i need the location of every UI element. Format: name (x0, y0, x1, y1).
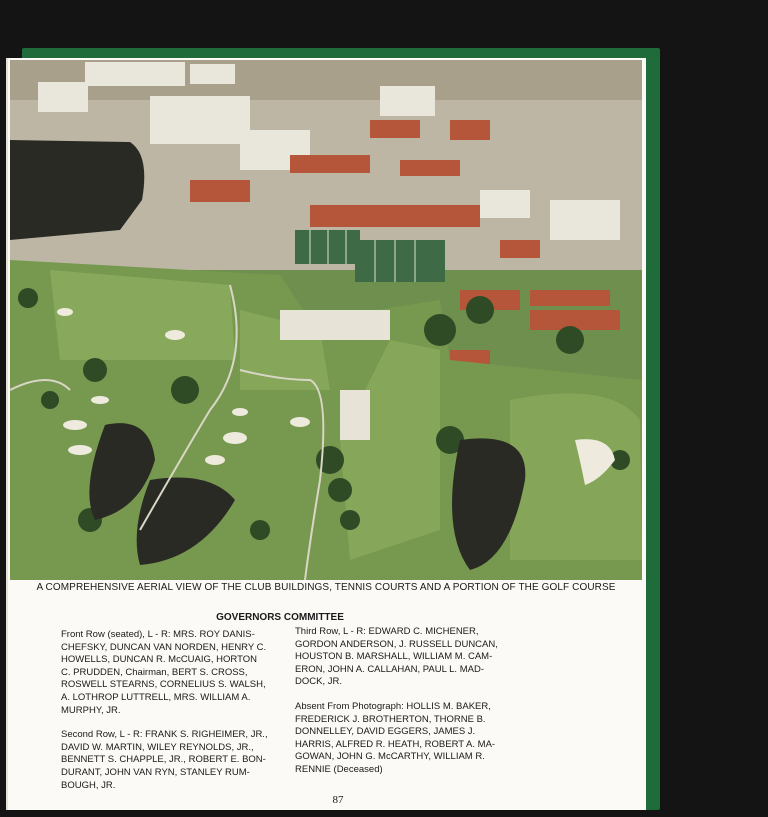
absent-names: Absent From Photograph: HOLLIS M. BAKER, FREDERICK J. BROTHERTON, THORNE B. DONNELLEY, DAVID EGGERS, JAMES J. HARRIS, ALFRED R. HEATH, ROBERT A. MA-GOWAN, JOHN G. McCARTHY, WILLIAM R. RENNIE (Deceased) (295, 700, 496, 775)
page-number: 87 (332, 794, 344, 806)
aerial-photo (10, 60, 642, 580)
left-column (61, 629, 269, 792)
right-column (295, 626, 505, 777)
front-row-names: Front Row (seated), L - R: MRS. ROY DANIS-CHEFSKY, DUNCAN VAN NORDEN, HENRY C. HOWELLS, DUNCAN R. McCUAIG, HORTON C. PRUDDEN, Chairman, BERT S. CROSS, ROSWELL STEARNS, CORNELIUS S. WALSH, A. LOTHROP LUTTRELL, MRS. WILLIAM A. MURPHY, JR. (61, 629, 267, 716)
photo-caption: A COMPREHENSIVE AERIAL VIEW OF THE CLUB BUILDINGS, TENNIS COURTS AND A PORTION OF THE GOLF COURSE (36, 582, 616, 593)
committee-title: GOVERNORS COMMITTEE (216, 612, 344, 623)
third-row-names: Third Row, L - R: EDWARD C. MICHENER, GORDON ANDERSON, J. RUSSELL DUNCAN, HOUSTON B. MARSHALL, WILLIAM M. CAM-ERON, JOHN A. CALLAHAN, PAUL L. MAD-DOCK, JR. (295, 626, 498, 688)
second-row-names: Second Row, L - R: FRANK S. RIGHEIMER, JR., DAVID W. MARTIN, WILEY REYNOLDS, JR., BENNETT S. CHAPPLE, JR., ROBERT E. BON-DURANT, JOHN VAN RYN, STANLEY RUM-BOUGH, JR. (61, 729, 268, 791)
